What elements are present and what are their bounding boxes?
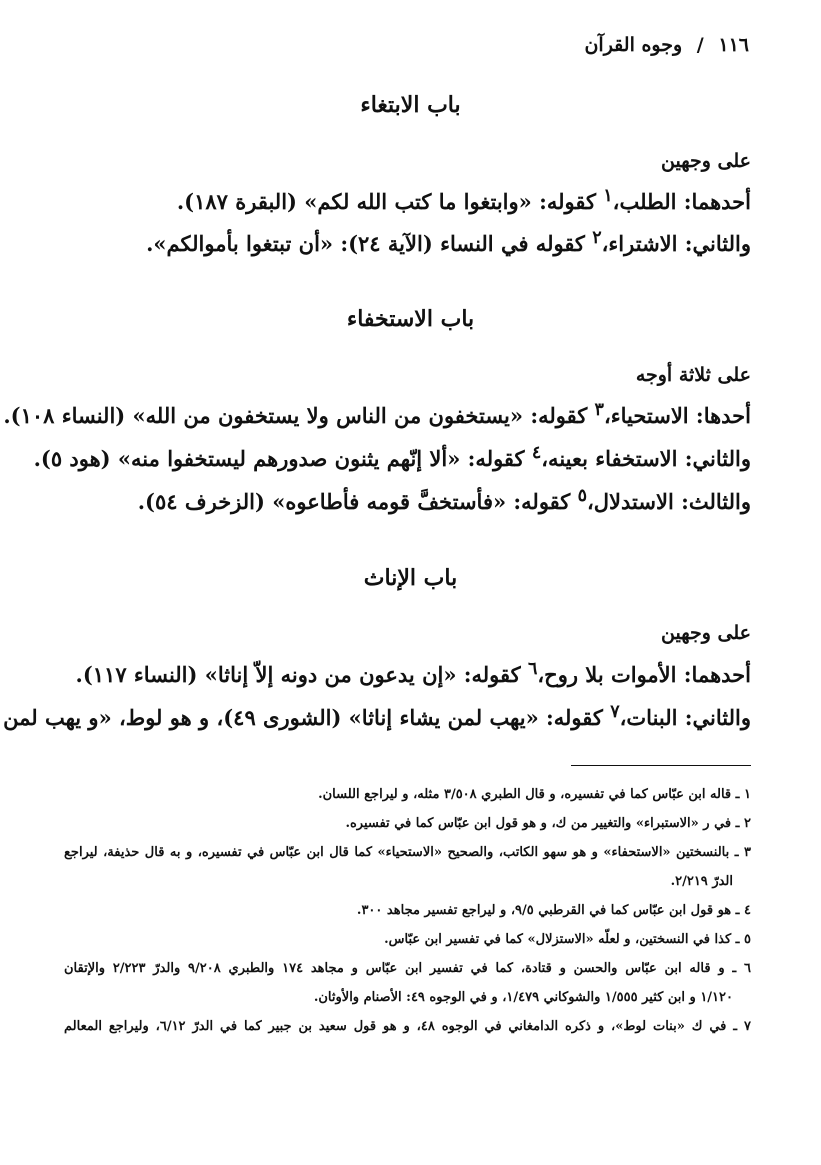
book-title: وجوه القرآن bbox=[584, 34, 683, 56]
section-subheading: على ثلاثة أوجه bbox=[635, 364, 751, 386]
entry-line: والثاني: الاستخفاء بعينه،$^٤$ كقوله: «ألا إنّهم يثنون صدورهم ليستخفوا منه» (هود ٥). bbox=[33, 443, 751, 471]
entry-line: أحدهما: الأموات بلا روح،$^٦$ كقوله: «إن يدعون من دونه إلاّ إناثا» (النساء ١١٧). bbox=[75, 659, 751, 687]
entry-line: والثاني: البنات،$^٧$ كقوله: «يهب لمن يشاء إناثا» (الشورى ٤٩)، و هو لوط، «و يهب لمن bbox=[3, 702, 751, 730]
footnote: ٥ ـ كذا في النسختين، و لعلّه «الاستزلال» كما في تفسير ابن عبّاس. bbox=[384, 932, 751, 947]
footnote-continuation: ١/١٢٠ و ابن كثير ١/٥٥٥ والشوكاني ١/٤٧٩، و في الوجوه ٤٩: الأصنام والأوثان. bbox=[313, 990, 733, 1005]
chapter-title: باب الإناث bbox=[363, 565, 458, 591]
footnote: ٢ ـ في ر «الاستبراء» والتغيير من ك، و هو قول ابن عبّاس كما في تفسيره. bbox=[345, 816, 751, 831]
header-separator: / bbox=[696, 34, 704, 56]
section-subheading: على وجهين bbox=[661, 622, 751, 644]
footnote-rule bbox=[571, 765, 751, 766]
running-head bbox=[584, 34, 749, 56]
footnote: ٧ ـ في ك «بنات لوط»، و ذكره الدامغاني في الوجوه ٤٨، و هو قول سعيد بن جبير كما في الدرّ ٦/١٢، وليراجع المعالم bbox=[64, 1019, 751, 1034]
page-number: ١١٦ bbox=[718, 34, 749, 56]
entry-line: والثالث: الاستدلال،$^٥$ كقوله: «فأستخفَّ قومه فأطاعوه» (الزخرف ٥٤). bbox=[137, 486, 751, 514]
footnote: ٣ ـ بالنسختين «الاستحفاء» و هو سهو الكاتب، والصحيح «الاستحياء» كما قال ابن عبّاس في تفسيره، و به قال حذيفة، ليراجع bbox=[64, 845, 751, 860]
chapter-title: باب الاستخفاء bbox=[346, 306, 475, 332]
section-subheading: على وجهين bbox=[661, 150, 751, 172]
footnote: ٤ ـ هو قول ابن عبّاس كما في القرطبي ٩/٥، و ليراجع تفسير مجاهد ٣٠٠. bbox=[356, 903, 751, 918]
footnote-continuation: الدرّ ٢/٢١٩. bbox=[670, 874, 733, 889]
footnote: ١ ـ قاله ابن عبّاس كما في تفسيره، و قال الطبري ٣/٥٠٨ مثله، و ليراجع اللسان. bbox=[318, 787, 751, 802]
chapter-title: باب الابتغاء bbox=[360, 92, 461, 118]
entry-line: أحدها: الاستحياء،$^٣$ كقوله: «يستخفون من الناس ولا يستخفون من الله» (النساء ١٠٨). bbox=[3, 400, 751, 428]
footnote: ٦ ـ و قاله ابن عبّاس والحسن و قتادة، كما في تفسير ابن عبّاس و مجاهد ١٧٤ والطبري ٩/٢٠٨ والدرّ ٢/٢٢٣ والإتقان bbox=[64, 961, 751, 976]
entry-line: أحدهما: الطلب،$^١$ كقوله: «وابتغوا ما كتب الله لكم» (البقرة ١٨٧). bbox=[176, 186, 751, 214]
footnotes bbox=[64, 780, 751, 1041]
entry-line: والثاني: الاشتراء،$^٢$ كقوله في النساء (الآية ٢٤): «أن تبتغوا بأموالكم». bbox=[146, 228, 751, 256]
